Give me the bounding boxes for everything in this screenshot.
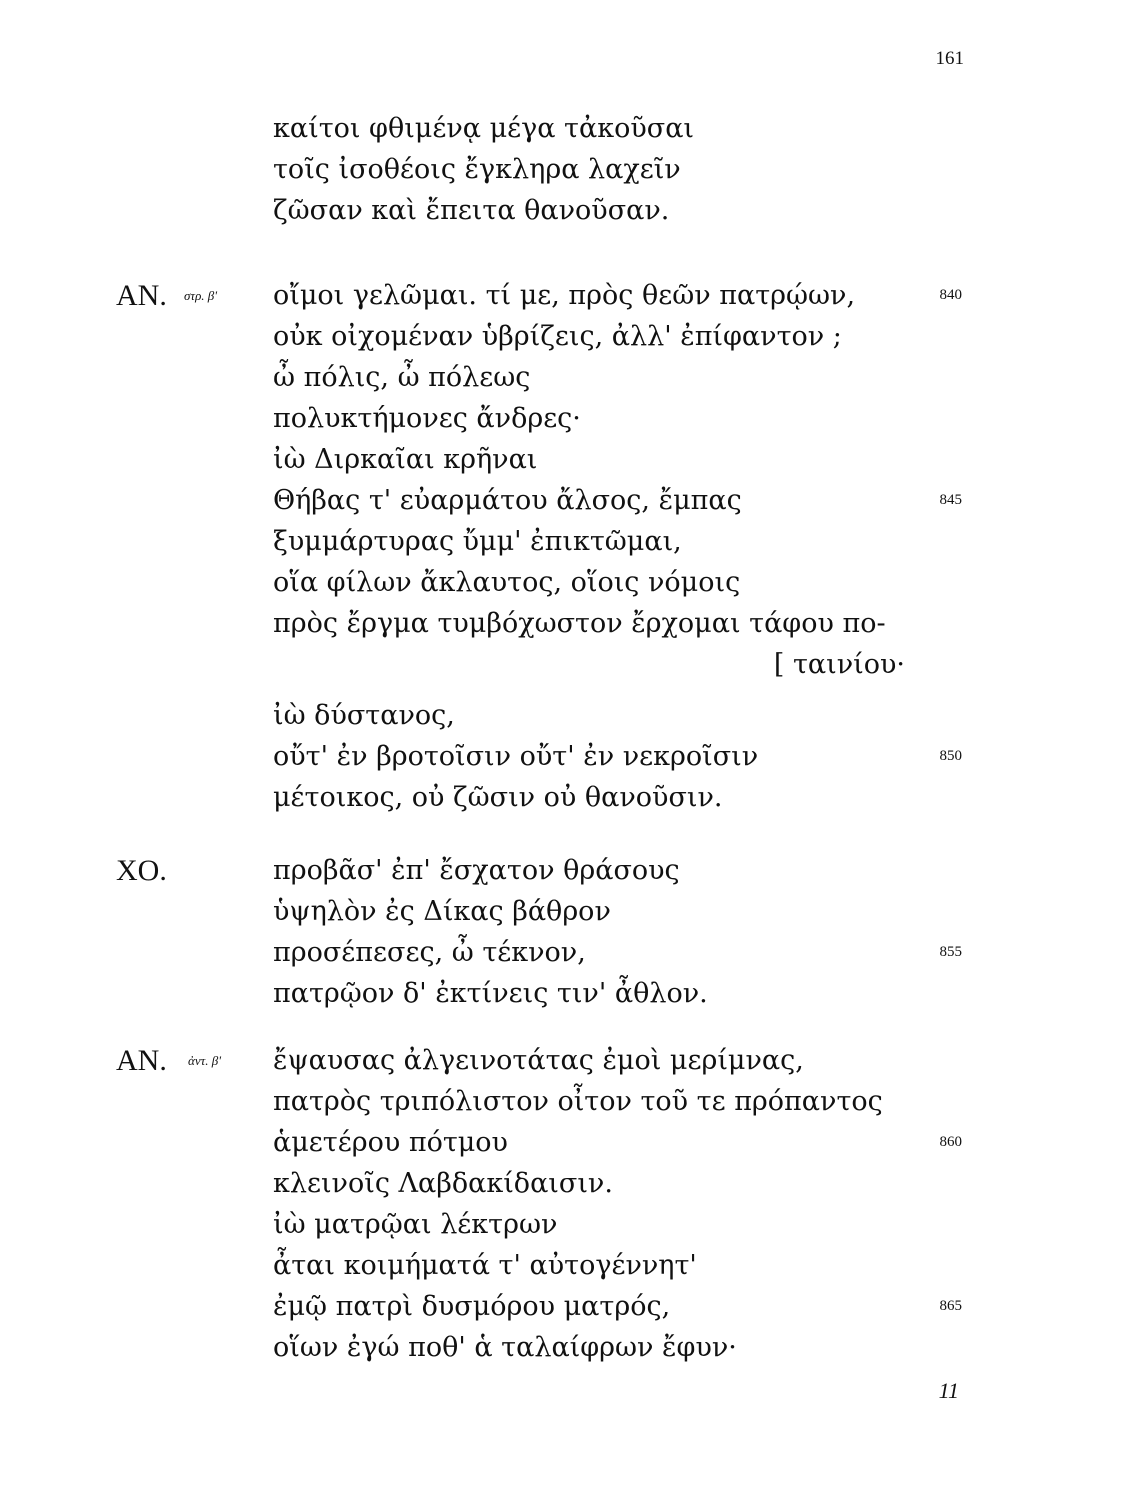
verse-line: ζῶσαν καὶ ἔπειτα θανοῦσαν. (273, 195, 670, 226)
speaker-label: ΧΟ. (116, 854, 167, 887)
verse-line: πολυκτήμονες ἄνδρες· (273, 403, 581, 434)
verse-line: οἵων ἐγώ ποθ' ἁ ταλαίφρων ἔφυν· (273, 1332, 737, 1363)
verse-line: ἰὼ Διρκαῖαι κρῆναι (273, 444, 538, 475)
page-number: 161 (935, 48, 964, 69)
verse-line: πατρῷον δ' ἐκτίνεις τιν' ἆθλον. (273, 978, 708, 1009)
verse-line: οὐκ οἰχομέναν ὑβρίζεις, ἀλλ' ἐπίφαντον ; (273, 321, 842, 352)
line-number: 845 (939, 492, 962, 508)
verse-line: καίτοι φθιμένᾳ μέγα τἀκοῦσαι (273, 113, 695, 144)
speaker-label: ΑΝ. (116, 279, 167, 312)
line-number: 850 (939, 748, 962, 764)
verse-line: πρὸς ἔργμα τυμβόχωστον ἔρχομαι τάφου πο- (273, 608, 886, 639)
verse-line: ὑψηλὸν ἐς Δίκας βάθρον (273, 896, 611, 927)
antistrophe-marker: ἀντ. β' (188, 1053, 222, 1068)
signature-mark: 11 (938, 1378, 959, 1403)
verse-line: ΧΟ. προβᾶσ' ἐπ' ἔσχατον θράσους (0, 850, 1124, 891)
verse-block-1 (0, 108, 1124, 231)
verse-line: τοῖς ἰσοθέοις ἔγκληρα λαχεῖν (273, 154, 681, 185)
verse-line: πατρὸς τριπόλιστον οἶτον τοῦ τε πρόπαντος (273, 1086, 883, 1117)
verse-line: ἐμῷ πατρὶ δυσμόρου ματρός, 865 (0, 1286, 1124, 1327)
line-number: 855 (939, 944, 962, 960)
verse-line: ἆται κοιμήματά τ' αὐτογέννητ' (273, 1250, 697, 1281)
continuation-line: [ ταινίου· (773, 649, 905, 680)
verse-block-2 (0, 275, 1124, 685)
strophe-marker: στρ. β' (184, 288, 218, 303)
verse-block-3 (0, 695, 1124, 818)
verse-line: ΑΝ. στρ. β' οἴμοι γελῶμαι. τί με, πρὸς θεῶν πατρῴων, 840 (0, 275, 1124, 316)
verse-line: μέτοικος, οὐ ζῶσιν οὐ θανοῦσιν. (273, 782, 723, 813)
verse-line: ξυμμάρτυρας ὔμμ' ἐπικτῶμαι, (273, 526, 682, 557)
verse-line: ἰὼ ματρῷαι λέκτρων (273, 1209, 558, 1240)
speaker-label: ΑΝ. (116, 1044, 167, 1077)
verse-line: οὔτ' ἐν βροτοῖσιν οὔτ' ἐν νεκροῖσιν 850 (0, 736, 1124, 777)
verse-line: Θήβας τ' εὐαρμάτου ἄλσος, ἔμπας 845 (0, 480, 1124, 521)
verse-line: προσέπεσες, ὦ τέκνον, 855 (0, 932, 1124, 973)
verse-line (0, 644, 1124, 685)
verse-line: ἰὼ δύστανος, (273, 700, 455, 731)
verse-line: ὦ πόλις, ὦ πόλεως (273, 362, 531, 393)
verse-line: οἵα φίλων ἄκλαυτος, οἵοις νόμοις (273, 567, 741, 598)
line-number: 860 (939, 1134, 962, 1150)
verse-line: ΑΝ. ἀντ. β' ἔψαυσας ἀλγεινοτάτας ἐμοὶ μερίμνας, (0, 1040, 1124, 1081)
line-number: 865 (939, 1298, 962, 1314)
verse-block-5 (0, 1040, 1124, 1368)
verse-block-4 (0, 850, 1124, 1014)
line-number: 840 (939, 287, 962, 303)
verse-line: ἁμετέρου πότμου 860 (0, 1122, 1124, 1163)
verse-line: κλεινοῖς Λαβδακίδαισιν. (273, 1168, 613, 1199)
